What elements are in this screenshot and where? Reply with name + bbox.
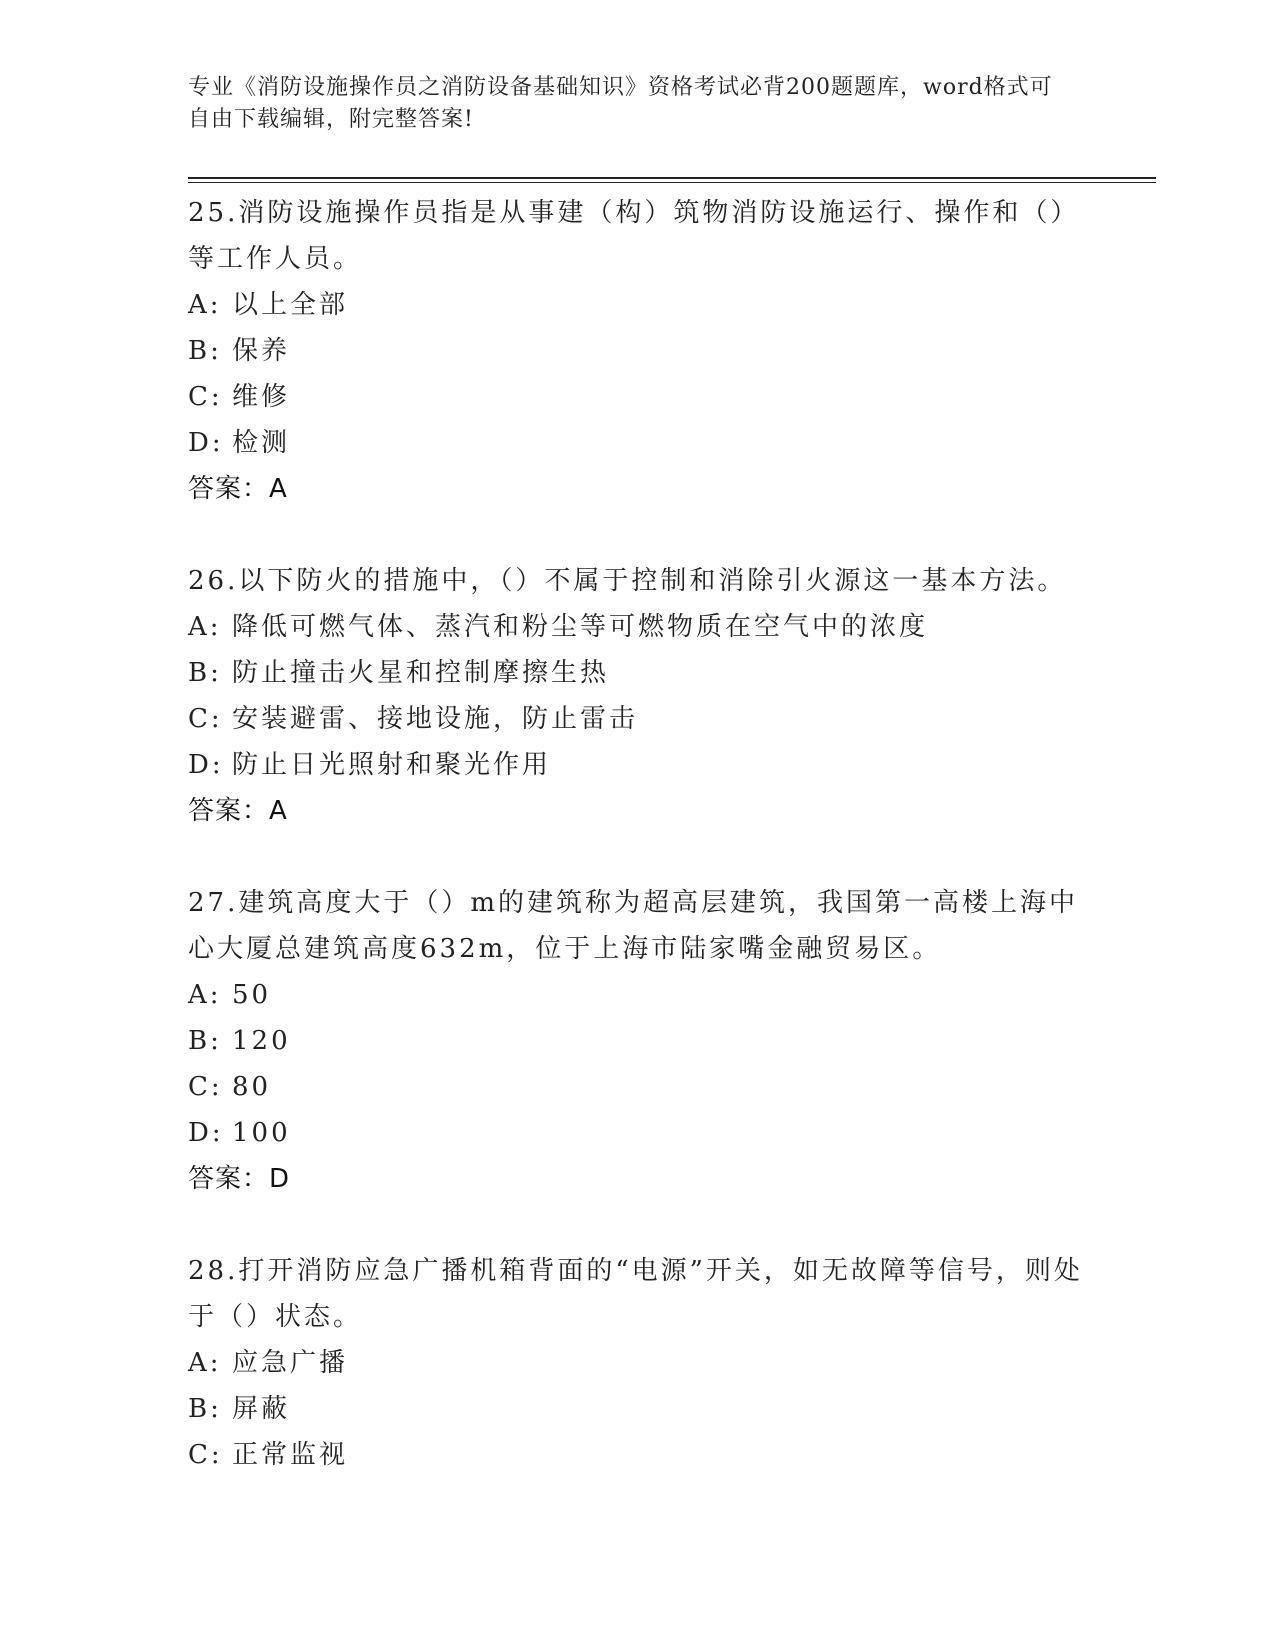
option-a: [188, 604, 1088, 650]
question-stem: 27.建筑高度大于（）m的建筑称为超高层建筑，我国第一高楼上海中心大厦总建筑高度632m，位于上海市陆家嘴金融贸易区。: [188, 888, 1079, 964]
question-stem: 26.以下防火的措施中，（）不属于控制和消除引火源这一基本方法。: [188, 566, 1067, 596]
document-header: 专业《消防设施操作员之消防设备基础知识》资格考试必背200题题库，word格式可自由下载编辑，附完整答案!: [188, 75, 1053, 132]
option-letter: B:: [188, 1026, 222, 1056]
question-25: [188, 190, 1088, 512]
option-a: [188, 1340, 1088, 1386]
header-rule-thick: [188, 177, 1156, 179]
option-a: [188, 282, 1088, 328]
option-b: [188, 328, 1088, 374]
option-b: [188, 650, 1088, 696]
option-text: 维修: [232, 382, 291, 412]
option-b: [188, 1386, 1088, 1432]
answer-line: 答案：A: [188, 474, 288, 504]
option-text: 80: [232, 1072, 272, 1102]
option-letter: A:: [188, 612, 222, 642]
answer-line: 答案：D: [188, 1164, 291, 1194]
option-text: 检测: [232, 428, 291, 458]
option-d: [188, 1110, 1088, 1156]
option-a: [188, 972, 1088, 1018]
option-text: 100: [232, 1118, 291, 1148]
answer-line: 答案：A: [188, 796, 288, 826]
option-letter: D:: [188, 750, 224, 780]
question-28: [188, 1248, 1088, 1478]
header-rule-thin: [188, 182, 1156, 183]
option-text: 防止撞击火星和控制摩擦生热: [232, 658, 610, 688]
option-text: 正常监视: [232, 1440, 349, 1470]
option-letter: A:: [188, 980, 222, 1010]
option-text: 屏蔽: [232, 1394, 291, 1424]
option-text: 应急广播: [232, 1348, 349, 1378]
option-text: 安装避雷、接地设施，防止雷击: [232, 704, 639, 734]
option-d: [188, 420, 1088, 466]
option-b: [188, 1018, 1088, 1064]
option-letter: B:: [188, 1394, 222, 1424]
option-letter: A:: [188, 290, 222, 320]
option-letter: C:: [188, 1072, 223, 1102]
option-c: [188, 696, 1088, 742]
option-text: 以上全部: [232, 290, 349, 320]
option-c: [188, 1432, 1088, 1478]
question-stem: 28.打开消防应急广播机箱背面的“电源”开关，如无故障等信号，则处于（）状态。: [188, 1256, 1083, 1332]
question-list: [188, 190, 1088, 1524]
option-text: 50: [232, 980, 272, 1010]
option-text: 120: [232, 1026, 291, 1056]
option-letter: D:: [188, 1118, 224, 1148]
option-d: [188, 742, 1088, 788]
option-letter: C:: [188, 704, 223, 734]
option-letter: C:: [188, 1440, 223, 1470]
option-letter: B:: [188, 336, 222, 366]
option-letter: A:: [188, 1348, 222, 1378]
option-letter: D:: [188, 428, 224, 458]
question-stem: 25.消防设施操作员指是从事建（构）筑物消防设施运行、操作和（）等工作人员。: [188, 198, 1080, 274]
option-text: 降低可燃气体、蒸汽和粉尘等可燃物质在空气中的浓度: [232, 612, 929, 642]
option-letter: B:: [188, 658, 222, 688]
option-c: [188, 374, 1088, 420]
option-c: [188, 1064, 1088, 1110]
option-letter: C:: [188, 382, 223, 412]
option-text: 防止日光照射和聚光作用: [232, 750, 552, 780]
option-text: 保养: [232, 336, 291, 366]
question-26: [188, 558, 1088, 834]
question-27: [188, 880, 1088, 1202]
